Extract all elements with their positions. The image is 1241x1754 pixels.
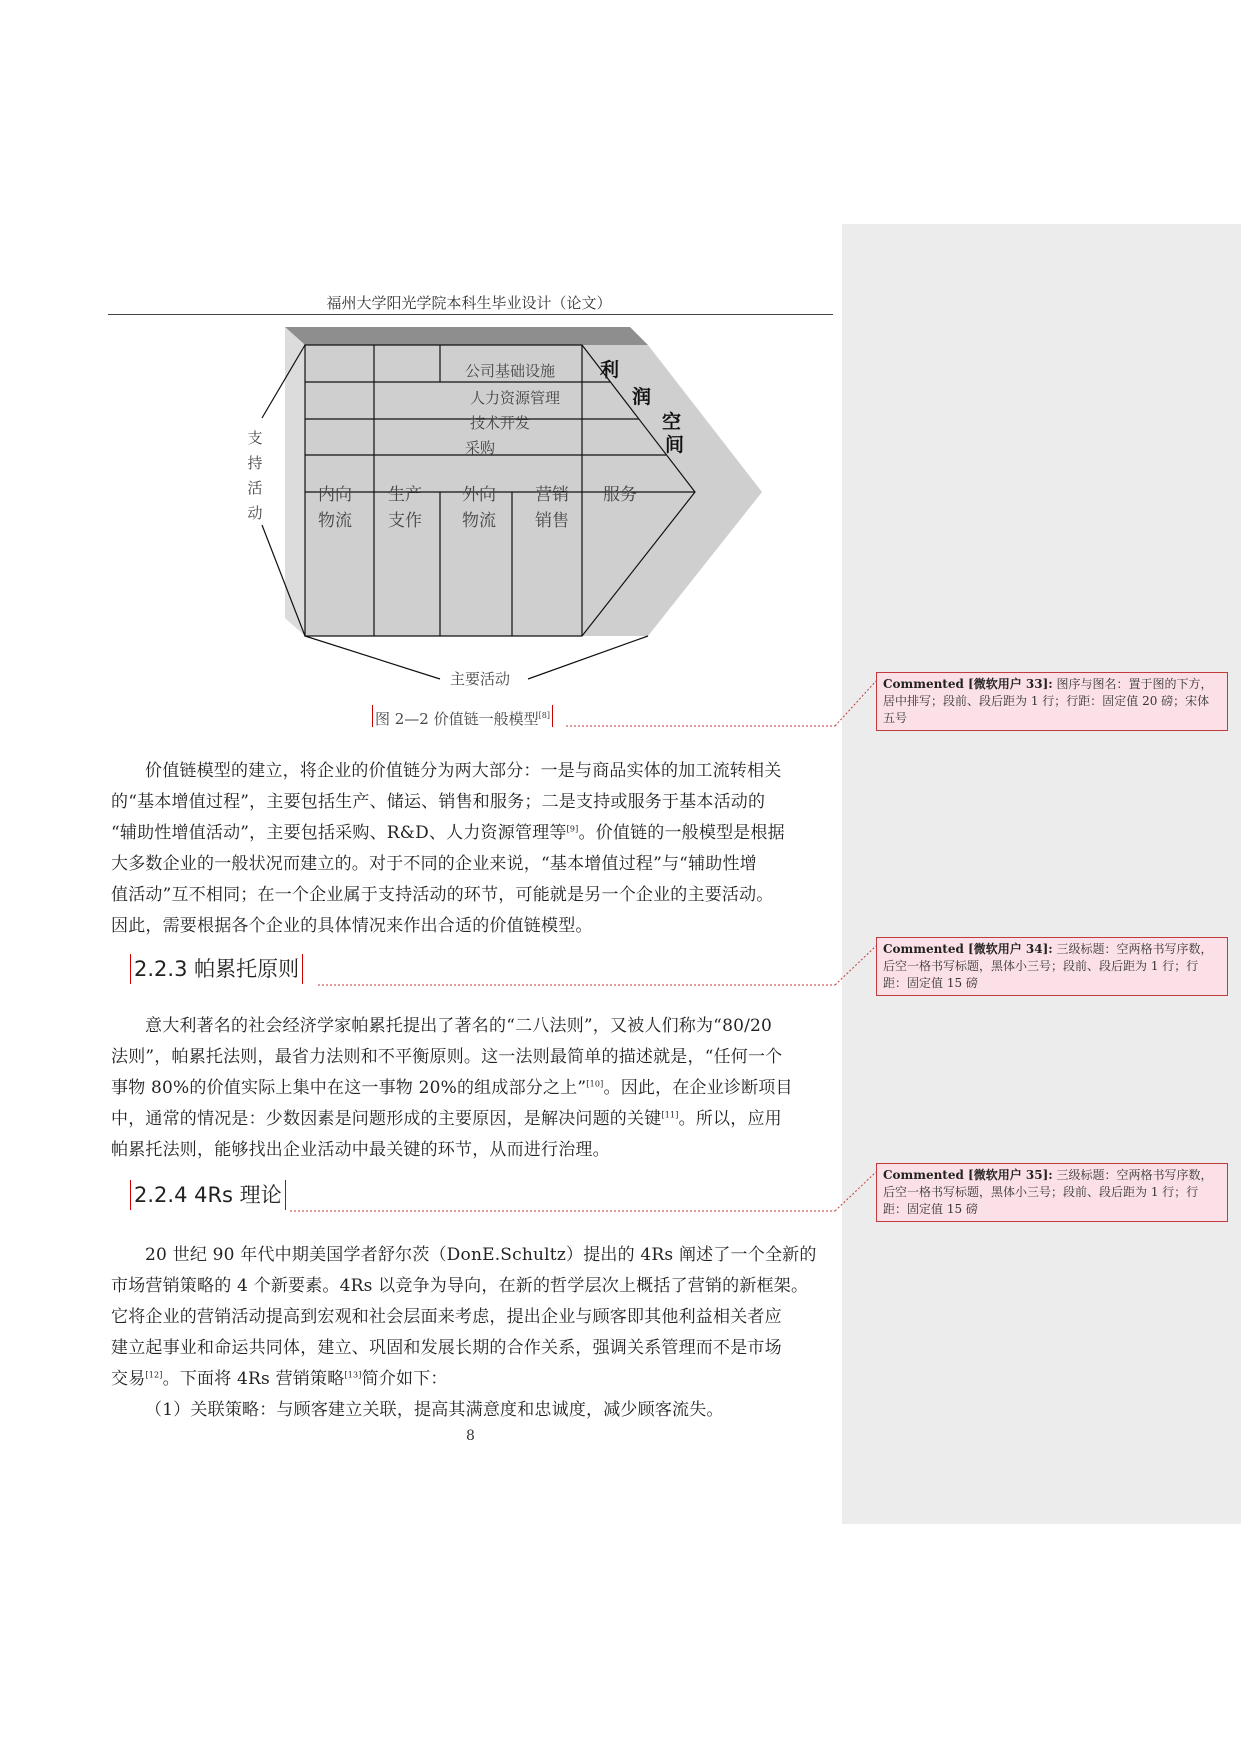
- comment-35[interactable]: Commented [微软用户 35]: 三级标题：空两格书写序数，后空一格书写标题，黑体小三号；段前、段后距为 1 行；行距：固定值 15 磅: [876, 1163, 1228, 1222]
- margin-char-4: 间: [665, 434, 685, 456]
- page-number: 8: [466, 1428, 475, 1444]
- support-activity-tech: 技术开发: [470, 414, 531, 432]
- support-activities-label: 支 持 活 动: [247, 429, 263, 522]
- margin-char-1: 利: [600, 359, 620, 381]
- margin-char-3: 空: [662, 411, 682, 433]
- primary-activity-outbound: 外向 物流: [462, 485, 496, 531]
- paragraph-value-chain: 价值链模型的建立，将企业的价值链分为两大部分：一是与商品实体的加工流转相关 的“基本增值过程”，主要包括生产、储运、销售和服务；二是支持或服务于基本活动的 “辅助性增值活动”，主要包括采购、R&D、人力资源管理等[9]。价值链的一般模型是根据 大多数企业的一般状况而建立的。对于不同的企业来说，“基本增值过程”与“辅助性增 值活动”互不相同；在一个企业属于支持活动的环节，可能就是另一个企业的主要活动。 因此，需要根据各个企业的具体情况来作出合适的价值链模型。: [111, 761, 785, 936]
- heading-2-2-3[interactable]: 2.2.3 帕累托原则: [130, 954, 303, 984]
- figure-caption[interactable]: 图 2—2 价值链一般模型[8]: [372, 705, 553, 727]
- paragraph-pareto: 意大利著名的社会经济学家帕累托提出了著名的“二八法则”，又被人们称为“80/20 法则”，帕累托法则，最省力法则和不平衡原则。这一法则最简单的描述就是，“任何一个 事物 80%的价值实际上集中在这一事物 20%的组成部分之上”[10]。因此，在企业诊断项目 中，通常的情况是：少数因素是问题形成的主要原因，是解决问题的关键[11]。所以，应用 帕累托法则，能够找出企业活动中最关键的环节，从而进行治理。: [111, 1016, 793, 1160]
- primary-activity-marketing: 营销 销售: [535, 485, 569, 531]
- primary-activities-label: 主要活动: [450, 670, 511, 688]
- support-activity-hr: 人力资源管理: [470, 389, 561, 407]
- primary-activity-service: 服务: [603, 485, 637, 505]
- page-header: 福州大学阳光学院本科生毕业设计（论文）: [326, 294, 612, 312]
- margin-char-2: 润: [632, 386, 652, 408]
- comment-33[interactable]: Commented [微软用户 33]: 图序与图名：置于图的下方，居中排写；段前、段后距为 1 行；行距：固定值 20 磅；宋体五号: [876, 672, 1228, 731]
- heading-2-2-4[interactable]: 2.2.4 4Rs 理论: [130, 1180, 286, 1210]
- comment-34[interactable]: Commented [微软用户 34]: 三级标题：空两格书写序数，后空一格书写标题，黑体小三号；段前、段后距为 1 行；行距：固定值 15 磅: [876, 937, 1228, 996]
- paragraph-4rs: 20 世纪 90 年代中期美国学者舒尔茨（DonE.Schultz）提出的 4Rs 阐述了一个全新的 市场营销策略的 4 个新要素。4Rs 以竞争为导向，在新的哲学层次上概括了营销的新框架。 它将企业的营销活动提高到宏观和社会层面来考虑，提出企业与顾客即其他利益相关者应 建立起事业和命运共同体，建立、巩固和发展长期的合作关系，强调关系管理而不是市场 交易[12]。下面将 4Rs 营销策略[13]简介如下： （1）关联策略：与顾客建立关联，提高其满意度和忠诚度，减少顾客流失。: [111, 1245, 817, 1420]
- primary-activity-inbound: 内向 物流: [318, 485, 352, 531]
- support-activity-infrastructure: 公司基础设施: [465, 362, 556, 380]
- primary-activity-operations: 生产 支作: [388, 485, 422, 531]
- support-activity-procurement: 采购: [465, 439, 496, 457]
